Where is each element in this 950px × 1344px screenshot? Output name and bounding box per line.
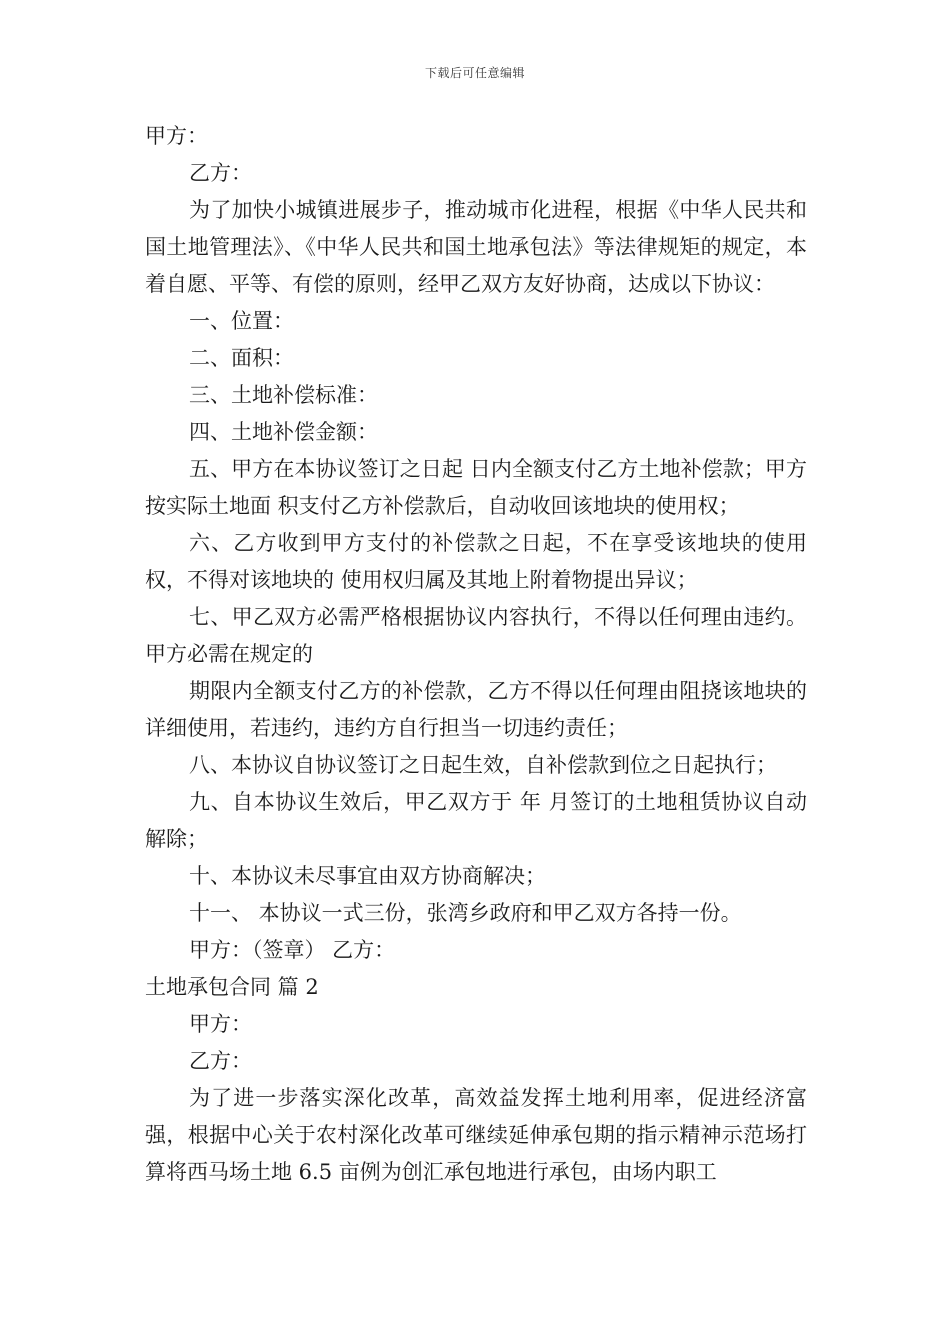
preamble-paragraph-2: 为了进一步落实深化改革，高效益发挥土地利用率，促进经济富强，根据中心关于农村深化改革可继续延伸承包期的指示精神示范场打算将西马场土地 6.5 亩例为创汇承包地进行承包，由场内职工: [145, 1086, 807, 1184]
section-heading-contract-2: 土地承包合同 篇 2: [145, 975, 319, 999]
clause-7-continued: 期限内全额支付乙方的补偿款，乙方不得以任何理由阻挠该地块的详细使用，若违约，违约方自行担当一切违约责任；: [145, 679, 807, 740]
clause-9-termination: 九、自本协议生效后，甲乙双方于 年 月签订的土地租赁协议自动解除；: [145, 790, 807, 851]
signature-line: 甲方：（签章） 乙方：: [189, 938, 396, 962]
document-body: [145, 118, 807, 1191]
clause-8-effective: 八、本协议自协议签订之日起生效，自补偿款到位之日起执行；: [189, 753, 777, 777]
party-a-label-2: 甲方：: [189, 1012, 252, 1036]
clause-1-location: 一、位置：: [189, 309, 294, 333]
preamble-paragraph: 为了加快小城镇进展步子，推动城市化进程，根据《中华人民共和国土地管理法》、《中华人民共和国土地承包法》等法律规矩的规定，本着自愿、平等、有偿的原则，经甲乙双方友好协商，达成以下协议：: [145, 198, 807, 296]
clause-10-other-matters: 十、本协议未尽事宜由双方协商解决；: [189, 864, 546, 888]
clause-4-compensation-amount: 四、土地补偿金额：: [189, 420, 378, 444]
party-a-label: 甲方：: [145, 124, 208, 148]
clause-2-area: 二、面积：: [189, 346, 294, 370]
clause-3-compensation-standard: 三、土地补偿标准：: [189, 383, 378, 407]
clause-6-rights: 六、乙方收到甲方支付的补偿款之日起，不在享受该地块的使用权，不得对该地块的 使用权归属及其地上附着物提出异议；: [145, 531, 807, 592]
page-header: 下载后可任意编辑: [424, 66, 525, 80]
clause-11-copies: 十一、 本协议一式三份，张湾乡政府和甲乙双方各持一份。: [189, 901, 742, 925]
party-b-label-2: 乙方：: [189, 1049, 252, 1073]
clause-7-compliance: 七、甲乙双方必需严格根据协议内容执行，不得以任何理由违约。甲方必需在规定的: [145, 605, 807, 666]
party-b-label: 乙方：: [189, 161, 252, 185]
clause-5-payment: 五、甲方在本协议签订之日起 日内全额支付乙方土地补偿款；甲方按实际土地面 积支付乙方补偿款后，自动收回该地块的使用权；: [145, 457, 807, 518]
